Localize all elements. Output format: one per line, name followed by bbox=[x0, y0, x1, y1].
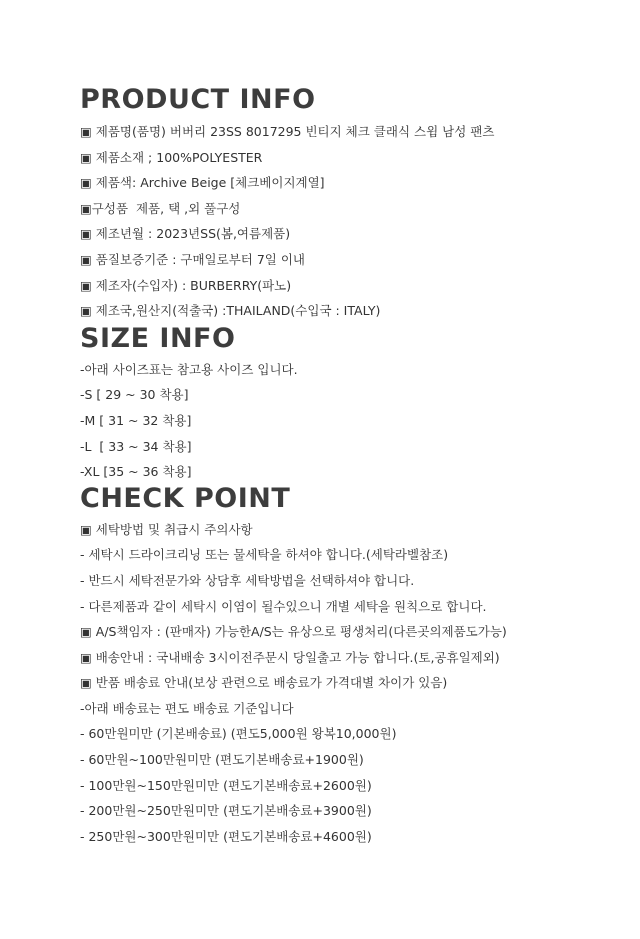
size-info-line: -M [ 31 ~ 32 착용] bbox=[80, 412, 192, 428]
check-point-line: ▣ 반품 배송료 안내(보상 관련으로 배송료가 가격대별 차이가 있음) bbox=[80, 675, 448, 691]
size-info-line: -아래 사이즈표는 참고용 사이즈 입니다. bbox=[80, 361, 298, 377]
product-info-line: ▣ 제조국,원산지(적출국) :THAILAND(수입국 : ITALY) bbox=[80, 303, 381, 319]
product-info-line: ▣ 제조자(수입자) : BURBERRY(파노) bbox=[80, 277, 292, 293]
check-point-line: - 250만원~300만원미만 (편도기본배송료+4600원) bbox=[80, 828, 372, 844]
size-info-line: -L [ 33 ~ 34 착용] bbox=[80, 438, 192, 454]
product-info-line: ▣구성품 제품, 택 ,외 풀구성 bbox=[80, 200, 241, 216]
size-info-line: -XL [35 ~ 36 착용] bbox=[80, 464, 192, 480]
size-info-section bbox=[80, 321, 640, 485]
check-point-line: -아래 배송료는 편도 배송료 기준입니다 bbox=[80, 700, 294, 716]
product-info-line: ▣ 제조년월 : 2023년SS(봄,여름제품) bbox=[80, 226, 291, 242]
size-info-list bbox=[80, 357, 640, 485]
product-info-line: ▣ 제품색: Archive Beige [체크베이지계열] bbox=[80, 175, 325, 191]
check-point-title: CHECK POINT bbox=[80, 482, 291, 514]
check-point-list bbox=[80, 517, 640, 850]
product-info-line: ▣ 제품명(품명) 버버리 23SS 8017295 빈티지 체크 클래식 스윔 남성 팬츠 bbox=[80, 124, 495, 139]
check-point-line: ▣ 배송안내 : 국내배송 3시이전주문시 당일출고 가능 합니다.(토,공휴일제외) bbox=[80, 649, 500, 665]
size-info-line: -S [ 29 ~ 30 착용] bbox=[80, 387, 189, 403]
product-info-line: ▣ 제품소재 ; 100%POLYESTER bbox=[80, 149, 263, 165]
check-point-line: - 60만원~100만원미만 (편도기본배송료+1900원) bbox=[80, 752, 364, 768]
check-point-line: - 60만원미만 (기본배송료) (편도5,000원 왕복10,000원) bbox=[80, 726, 397, 742]
product-info-line: ▣ 품질보증기준 : 구매일로부터 7일 이내 bbox=[80, 251, 305, 267]
check-point-line: ▣ 세탁방법 및 취급시 주의사항 bbox=[80, 521, 253, 537]
check-point-line: ▣ A/S책임자 : (판매자) 가능한A/S는 유상으로 평생처리(다른곳의제품도가능) bbox=[80, 624, 507, 640]
size-info-title: SIZE INFO bbox=[80, 322, 236, 354]
check-point-line: - 반드시 세탁전문가와 상담후 세탁방법을 선택하셔야 합니다. bbox=[80, 572, 415, 588]
product-info-list bbox=[80, 119, 640, 324]
check-point-line: - 다른제품과 같이 세탁시 이염이 될수있으니 개별 세탁을 원칙으로 합니다. bbox=[80, 598, 487, 614]
product-info-section bbox=[80, 82, 640, 324]
product-info-title: PRODUCT INFO bbox=[80, 84, 316, 115]
check-point-section bbox=[80, 481, 640, 850]
check-point-line: - 100만원~150만원미만 (편도기본배송료+2600원) bbox=[80, 777, 372, 793]
check-point-line: - 세탁시 드라이크리닝 또는 물세탁을 하셔야 합니다.(세탁라벨참조) bbox=[80, 547, 449, 563]
check-point-line: - 200만원~250만원미만 (편도기본배송료+3900원) bbox=[80, 803, 372, 819]
